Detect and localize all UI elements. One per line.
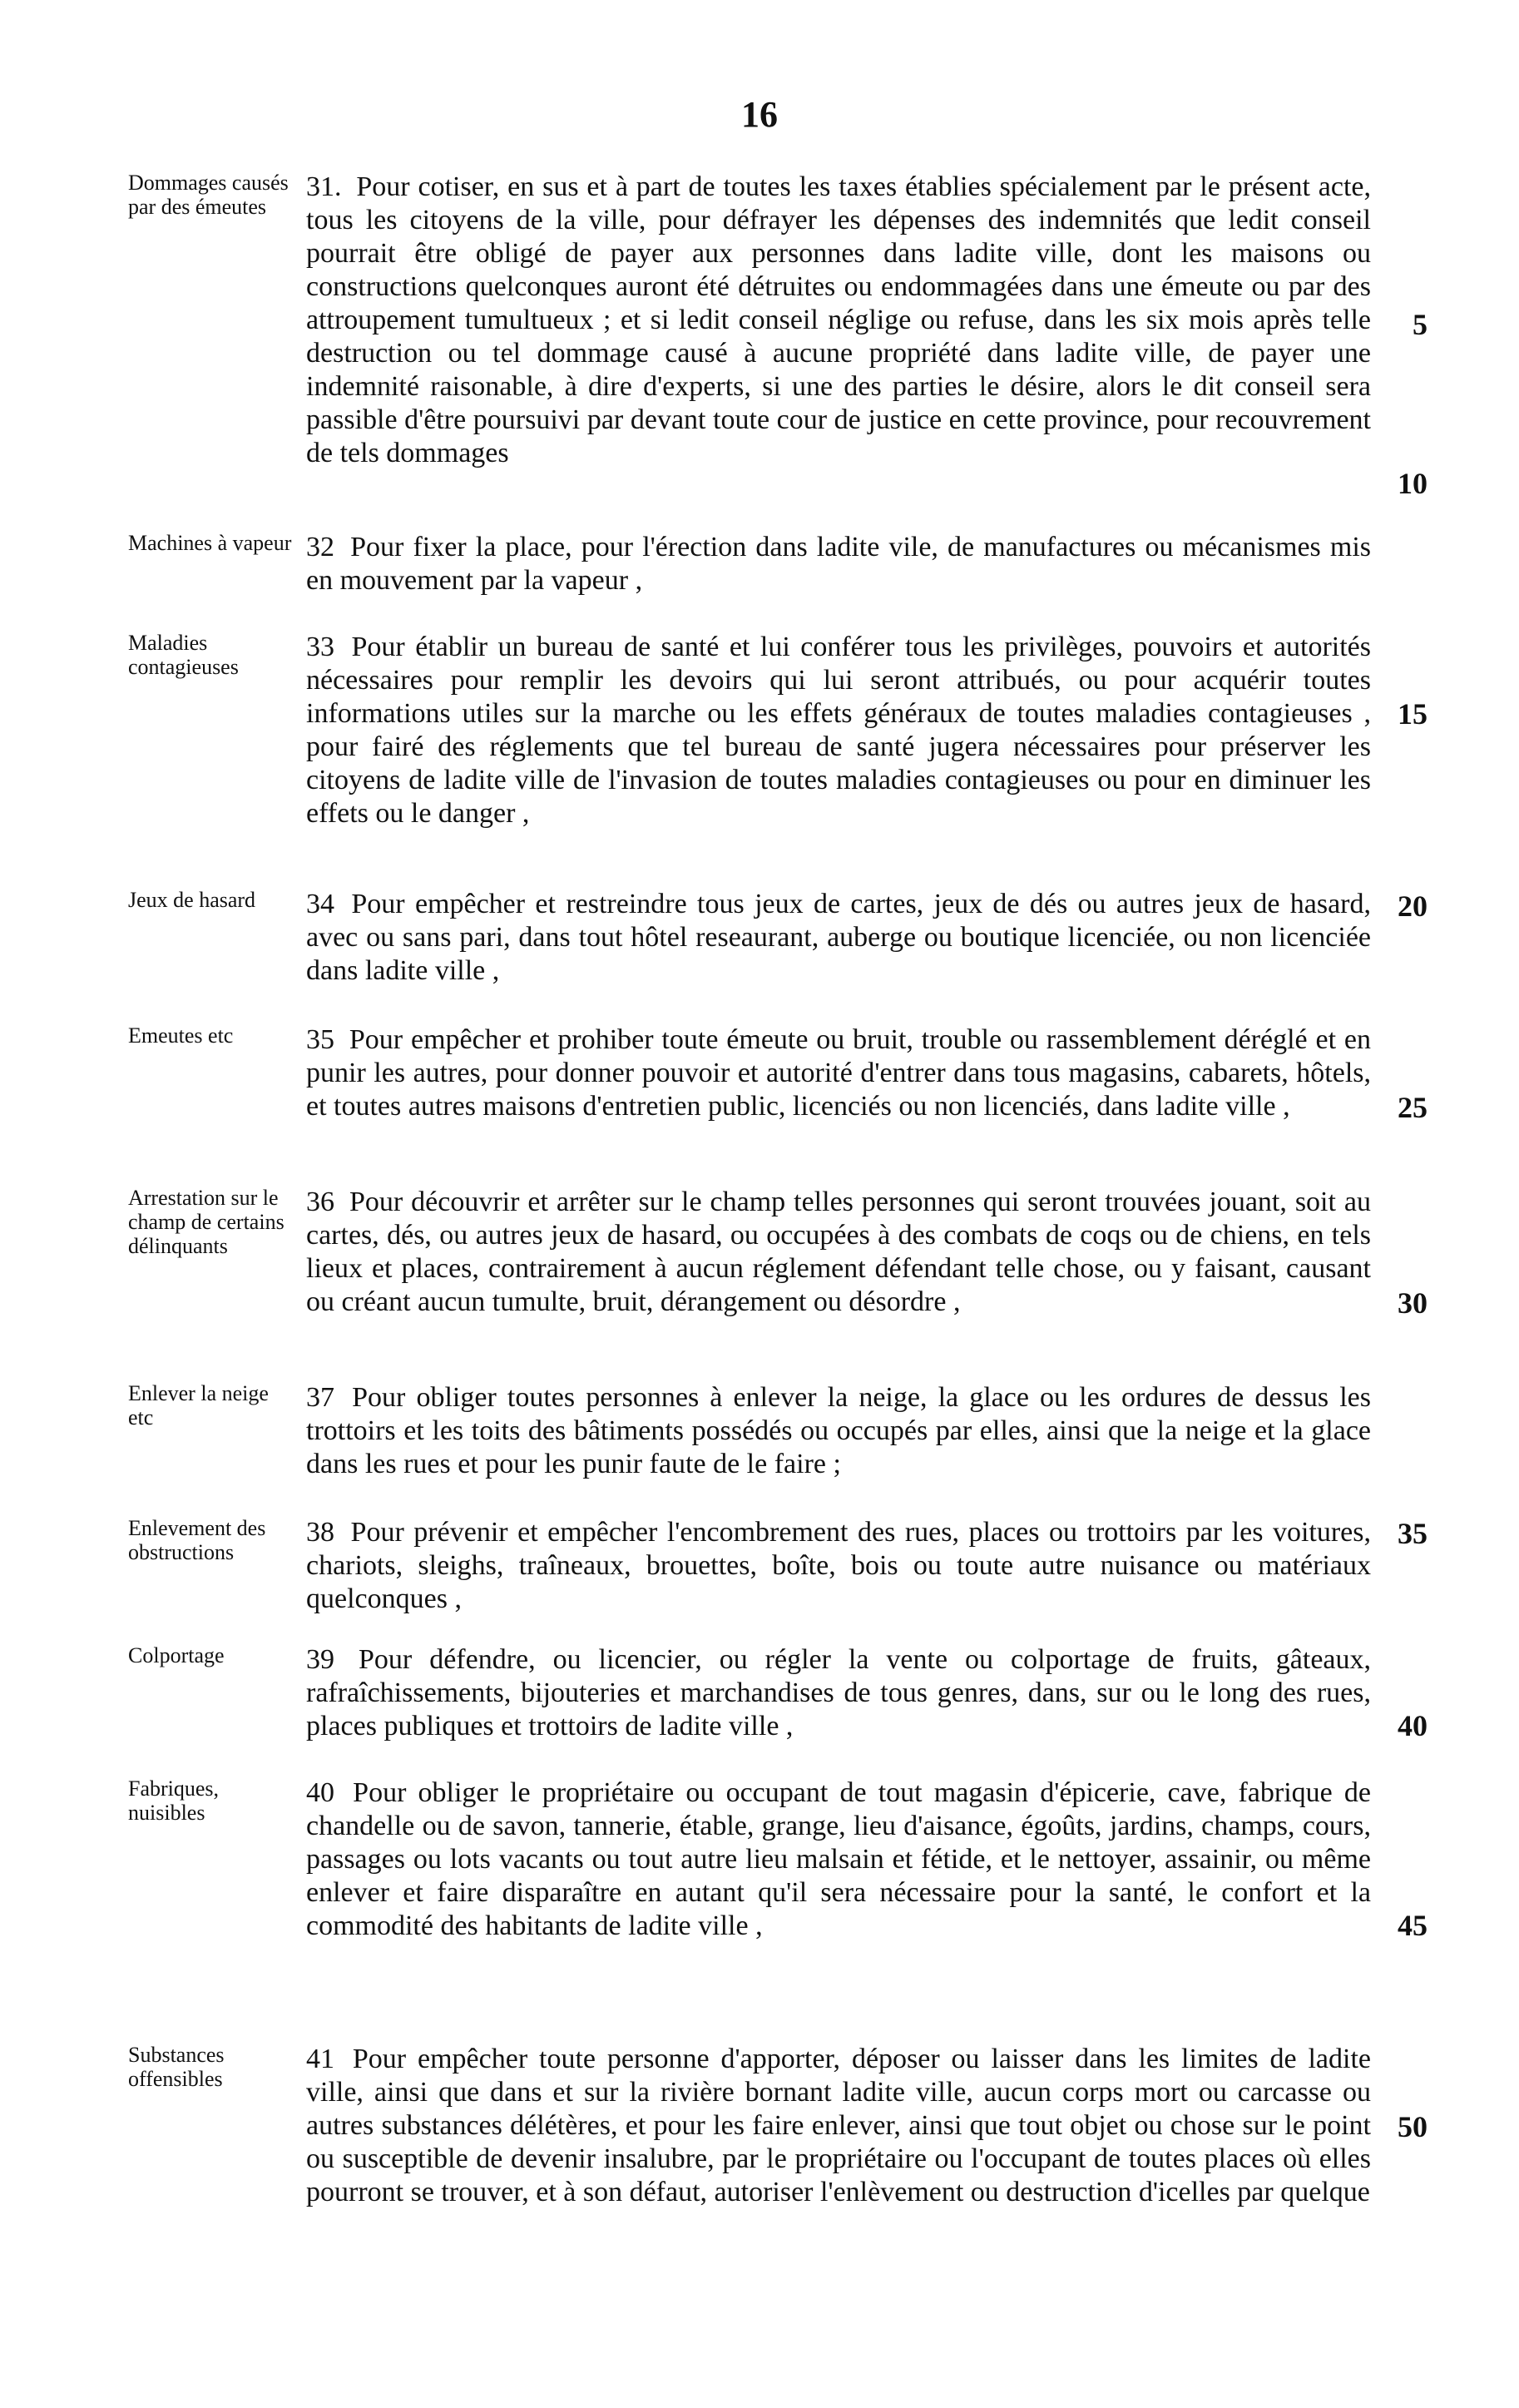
line-number: 25 <box>1398 1091 1427 1124</box>
line-number: 35 <box>1398 1517 1427 1550</box>
article-text <box>306 1643 1371 1743</box>
article-body: Pour empêcher toute personne d'apporter, déposer ou laisser dans les limites de ladite ville, ainsi que dans et sur la rivière bornant ladite ville, aucun corps mort ou carcasse ou autres substances délétères, et pour les faire enlever, ainsi que tout objet ou chose sur le point ou susceptible de devenir insalubre, par le propriétaire ou l'occupant de toutes places où elles pourront se trouver, et à son défaut, autoriser l'enlèvement ou destruction d'icelles par quelque <box>306 2044 1371 2207</box>
article-body: Pour établir un bureau de santé et lui conférer tous les privilèges, pouvoirs et autorités nécessaires pour remplir les devoirs qui lui seront attribués, ou pour acquérir toutes informations utiles sur la marche ou les effets généraux de toutes maladies contagieuses , pour fairé des réglements que tel bureau de santé jugera nécessaires pour préserver les citoyens de ladite ville de l'invasion de toutes maladies contagieuses ou pour en diminuer les effets ou le danger , <box>306 632 1371 829</box>
article-number: 33 <box>306 632 334 662</box>
article-number: 34 <box>306 889 334 919</box>
article-text <box>306 531 1371 597</box>
article-text <box>306 171 1371 470</box>
article-number: 32 <box>306 532 334 562</box>
page-number: 16 <box>741 94 778 135</box>
article-body: Pour découvrir et arrêter sur le champ telles personnes qui seront trouvées jouant, soit au cartes, dés, ou autres jeux de hasard, ou occupées à des combats de coqs ou de chiens, en tels lieux et places, contrairement à aucun réglement défendant telle chose, ou y faisant, causant ou créant aucun tumulte, bruit, dérangement ou désordre , <box>306 1187 1371 1317</box>
article-text <box>306 1516 1371 1616</box>
article-number: 35 <box>306 1024 334 1055</box>
line-number: 15 <box>1398 697 1427 731</box>
article-number: 38 <box>306 1517 334 1548</box>
article-text <box>306 1023 1371 1123</box>
article-text <box>306 1381 1371 1481</box>
line-number: 20 <box>1398 889 1427 923</box>
article-text <box>306 888 1371 988</box>
article-body: Pour défendre, ou licencier, ou régler la vente ou colportage de fruits, gâteaux, rafraîchissements, bijouteries et marchandises de tous genres, dans, sur ou le long des rues, places publiques et trottoirs de ladite ville , <box>306 1644 1371 1742</box>
line-number: 5 <box>1413 308 1427 341</box>
margin-note: Colportage <box>128 1643 225 1667</box>
line-number: 10 <box>1398 467 1427 500</box>
article-body: Pour empêcher et prohiber toute émeute ou bruit, trouble ou rassemblement déréglé et en punir les autres, pour donner pouvoir et autorité d'entrer dans tous magasins, cabarets, hôtels, et toutes autres maisons d'entretien public, licenciés ou non licenciés, dans ladite ville , <box>306 1024 1372 1122</box>
line-number: 45 <box>1398 1909 1427 1942</box>
article-number: 41 <box>306 2044 334 2074</box>
article-text <box>306 1776 1371 1943</box>
article-text <box>306 631 1371 830</box>
margin-note: Dommages causés par des émeutes <box>128 171 289 219</box>
margin-note: Enlevement des obstructions <box>128 1516 266 1564</box>
margin-note: Substances offensibles <box>128 2043 225 2091</box>
margin-note: Jeux de hasard <box>128 888 256 912</box>
article-body: Pour fixer la place, pour l'érection dans ladite vile, de manufactures ou mécanismes mis en mouvement par la vapeur , <box>306 532 1372 596</box>
article-text <box>306 2043 1371 2209</box>
article-body: Pour prévenir et empêcher l'encombrement des rues, places ou trottoirs par les voitures, chariots, sleighs, traîneaux, brouettes, boîte, bois ou toute autre nuisance ou matériaux quelconques , <box>306 1517 1372 1614</box>
article-number: 36 <box>306 1187 334 1217</box>
margin-note: Arrestation sur le champ de certains délinquants <box>128 1186 285 1258</box>
article-body: Pour obliger toutes personnes à enlever la neige, la glace ou les ordures de dessus les trottoirs et les toits des bâtiments possédés ou occupés par elles, ainsi que la neige et la glace dans les rues et pour les punir faute de le faire ; <box>306 1382 1372 1479</box>
margin-note: Machines à vapeur <box>128 531 292 555</box>
article-body: Pour cotiser, en sus et à part de toutes les taxes établies spécialement par le présent acte, tous les citoyens de la ville, pour défrayer les dépenses des indemnités que ledit conseil pourrait être obligé de payer aux personnes dans ladite ville, dont les maisons ou constructions quelconques auront été détruites ou endommagées dans une émeute ou par des attroupement tumultueux ; et si ledit conseil néglige ou refuse, dans les six mois après telle destruction ou tel dommage causé à aucune propriété dans ladite ville, de payer une indemnité raisonable, à dire d'experts, si une des parties le désire, alors le dit conseil sera passible d'être poursuivi par devant toute cour de justice en cette province, pour recouvrement de tels dommages <box>306 171 1371 468</box>
article-number: 37 <box>306 1382 334 1413</box>
article-body: Pour empêcher et restreindre tous jeux de cartes, jeux de dés ou autres jeux de hasard, avec ou sans pari, dans tout hôtel reseaurant, auberge ou boutique licenciée, ou non licenciée dans ladite ville , <box>306 889 1371 986</box>
margin-note: Fabriques, nuisibles <box>128 1776 220 1825</box>
margin-note: Emeutes etc <box>128 1023 234 1048</box>
article-body: Pour obliger le propriétaire ou occupant de tout magasin d'épicerie, cave, fabrique de chandelle ou de savon, tannerie, étable, grange, lieu d'aisance, égoûts, jardins, champs, cours, passages ou lots vacants ou tout autre lieu malsain et fétide, et le nettoyer, assainir, ou même enlever et faire disparaître en autant qu'il sera nécessaire pour la santé, le confort et la commodité des habitants de ladite ville , <box>306 1777 1372 1941</box>
line-number: 50 <box>1398 2110 1427 2143</box>
article-number: 39 <box>306 1644 334 1675</box>
margin-note: Enlever la neige etc <box>128 1381 269 1429</box>
article-text <box>306 1186 1371 1319</box>
article-number: 40 <box>306 1777 334 1808</box>
margin-note: Maladies contagieuses <box>128 631 239 679</box>
line-number: 30 <box>1398 1286 1427 1320</box>
line-number: 40 <box>1398 1709 1427 1742</box>
article-number: 31. <box>306 171 342 202</box>
